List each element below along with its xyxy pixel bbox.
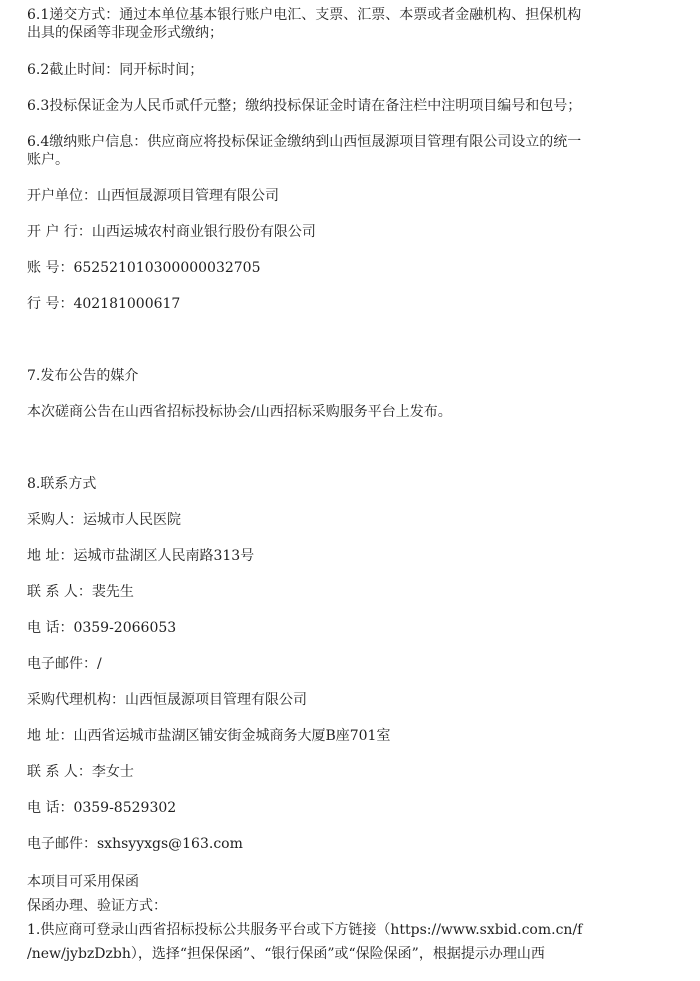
purchaser-email: 电子邮件：/ — [27, 656, 102, 672]
para-6-4-line2: 账户。 — [27, 152, 69, 168]
agency-address: 地 址：山西省运城市盐湖区铺安街金城商务大厦B座701室 — [27, 728, 391, 744]
guarantee-line1: 本项目可采用保函 — [27, 874, 139, 890]
para-6-1-line1: 6.1递交方式：通过本单位基本银行账户电汇、支票、汇票、本票或者金融机构、担保机构 — [27, 7, 582, 23]
bank-name: 开 户 行：山西运城农村商业银行股份有限公司 — [27, 224, 316, 240]
account-number: 账 号：652521010300000032705 — [27, 260, 261, 276]
agency-phone: 电 话：0359-8529302 — [27, 800, 177, 816]
purchaser-contact: 联 系 人：裴先生 — [27, 584, 134, 600]
purchaser-phone: 电 话：0359-2066053 — [27, 620, 177, 636]
guarantee-line2: 保函办理、验证方式： — [27, 898, 167, 914]
guarantee-line4: /new/jybzDzbh），选择“担保保函”、“银行保函”或“保险保函”，根据提示办理山西 — [27, 946, 545, 962]
agency-name: 采购代理机构：山西恒晟源项目管理有限公司 — [27, 692, 307, 708]
bank-number: 行 号：402181000617 — [27, 296, 181, 312]
media-heading: 7.发布公告的媒介 — [27, 368, 139, 384]
para-6-2: 6.2截止时间：同开标时间； — [27, 62, 204, 78]
para-6-4-line1: 6.4缴纳账户信息：供应商应将投标保证金缴纳到山西恒晟源项目管理有限公司设立的统一 — [27, 134, 582, 150]
agency-email: 电子邮件：sxhsyyxgs@163.com — [27, 836, 243, 852]
account-unit: 开户单位：山西恒晟源项目管理有限公司 — [27, 188, 279, 204]
purchaser-address: 地 址：运城市盐湖区人民南路313号 — [27, 548, 255, 564]
agency-contact: 联 系 人：李女士 — [27, 764, 134, 780]
para-6-1-line2: 出具的保函等非现金形式缴纳； — [27, 25, 223, 41]
purchaser-name: 采购人：运城市人民医院 — [27, 512, 181, 528]
guarantee-line3: 1.供应商可登录山西省招标投标公共服务平台或下方链接（https://www.sxbid.com.cn/f — [27, 922, 583, 938]
contact-heading: 8.联系方式 — [27, 476, 97, 492]
media-text: 本次磋商公告在山西省招标投标协会/山西招标采购服务平台上发布。 — [27, 404, 452, 420]
para-6-3: 6.3投标保证金为人民币贰仟元整；缴纳投标保证金时请在备注栏中注明项目编号和包号； — [27, 98, 582, 114]
